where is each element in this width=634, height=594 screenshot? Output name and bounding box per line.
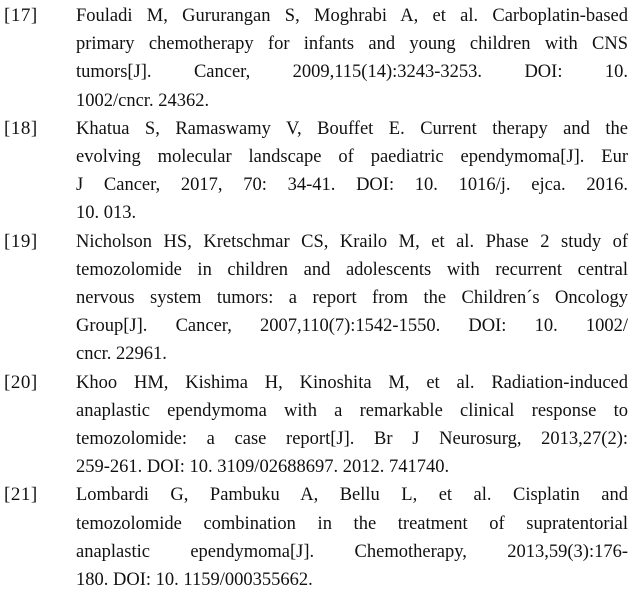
reference-text-line: evolving molecular landscape of paediatric ependymoma[J]. Eur	[76, 147, 628, 168]
reference-text-line: temozolomide in children and adolescents with recurrent central	[76, 259, 628, 280]
reference-text-line: Lombardi G, Pambuku A, Bellu L, et al. Cisplatin and	[76, 485, 628, 506]
reference-text-line: 180. DOI: 10. 1159/000355662.	[76, 570, 313, 591]
reference-text-line: J Cancer, 2017, 70: 34-41. DOI: 10. 1016/j. ejca. 2016.	[76, 175, 628, 196]
reference-number: [19]	[4, 230, 38, 252]
reference-text-line: Khoo HM, Kishima H, Kinoshita M, et al. Radiation-induced	[76, 372, 628, 393]
reference-text-line: nervous system tumors: a report from the Children´s Oncology	[76, 288, 628, 309]
reference-text-line: anaplastic ependymoma with a remarkable clinical response to	[76, 400, 628, 421]
reference-text-line: temozolomide combination in the treatment of supratentorial	[76, 513, 628, 534]
reference-number: [20]	[4, 371, 38, 393]
reference-text-line: Khatua S, Ramaswamy V, Bouffet E. Current therapy and the	[76, 118, 628, 139]
reference-text-line: Group[J]. Cancer, 2007,110(7):1542-1550. DOI: 10. 1002/	[76, 316, 628, 337]
reference-entry-21	[0, 481, 634, 594]
reference-text-line: tumors[J]. Cancer, 2009,115(14):3243-3253. DOI: 10.	[76, 62, 628, 83]
reference-number: [17]	[4, 5, 38, 26]
reference-number: [21]	[4, 484, 38, 506]
reference-text-line: Nicholson HS, Kretschmar CS, Krailo M, et al. Phase 2 study of	[76, 231, 628, 252]
reference-text-line: primary chemotherapy for infants and young children with CNS	[76, 34, 628, 55]
reference-text-line: Fouladi M, Gururangan S, Moghrabi A, et al. Carboplatin-based	[76, 6, 628, 26]
reference-text-line: 259-261. DOI: 10. 3109/02688697. 2012. 741740.	[76, 457, 450, 478]
reference-entry-18	[0, 115, 634, 228]
reference-text-line: 1002/cncr. 24362.	[76, 90, 210, 111]
reference-entry-20	[0, 369, 634, 482]
reference-text-line: 10. 013.	[76, 203, 137, 224]
reference-entry-17	[0, 2, 634, 115]
reference-list	[0, 2, 634, 594]
reference-text-line: temozolomide: a case report[J]. Br J Neurosurg, 2013,27(2):	[76, 429, 628, 450]
reference-number: [18]	[4, 117, 38, 139]
reference-entry-19	[0, 228, 634, 369]
reference-text-line: cncr. 22961.	[76, 344, 167, 365]
reference-text-line: anaplastic ependymoma[J]. Chemotherapy, 2013,59(3):176-	[76, 541, 628, 562]
